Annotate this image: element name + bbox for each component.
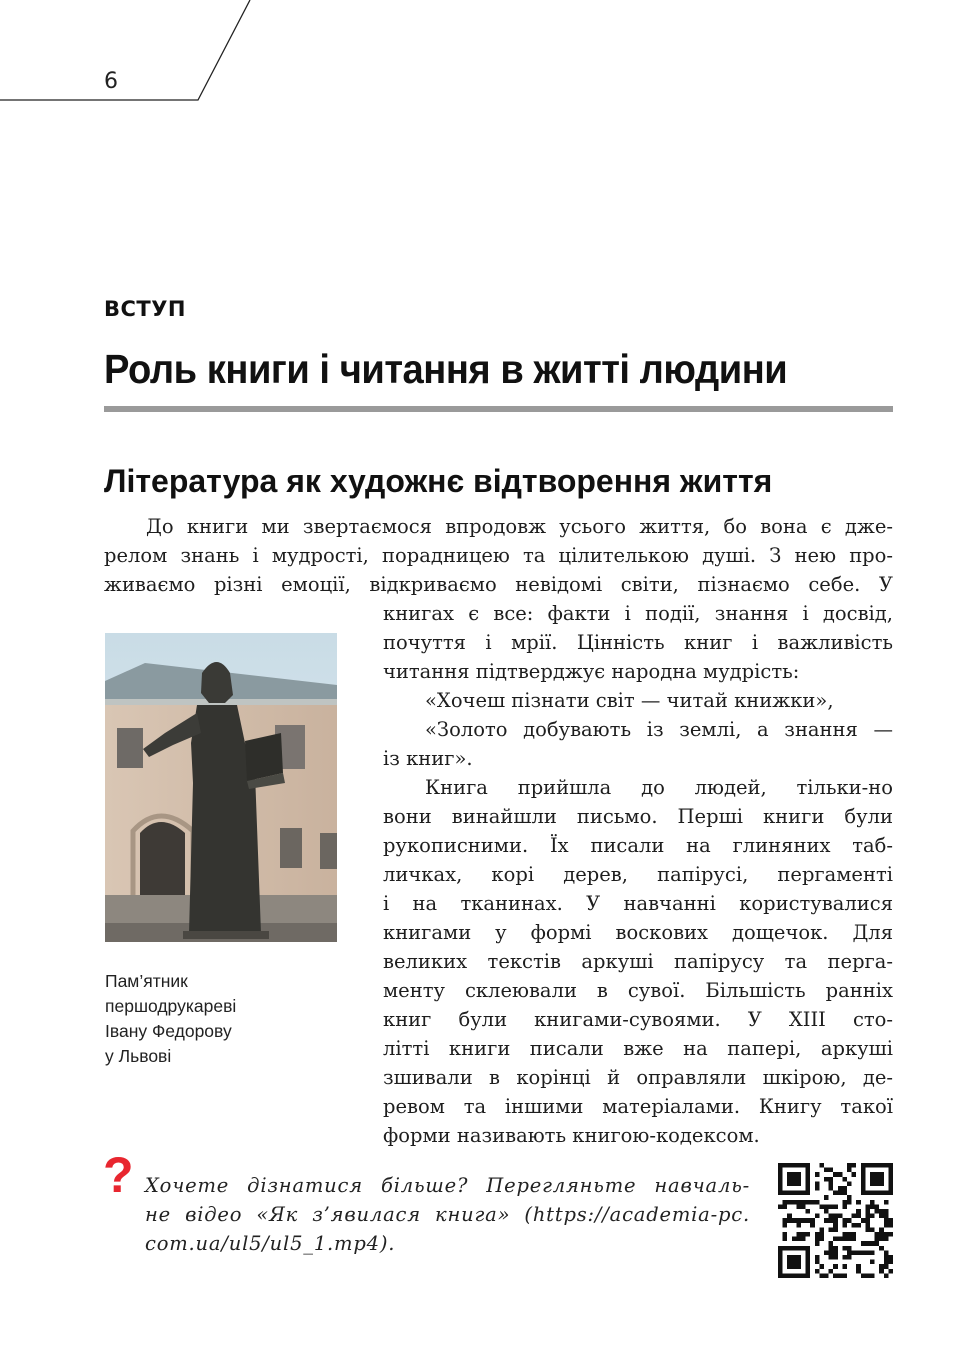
proverb-line: із книг». (383, 747, 473, 770)
text-line: книгах є все: факти і події, знання і досвід, (383, 602, 893, 625)
caption-line: Івану Федорову (105, 1021, 232, 1041)
intro-paragraph (104, 512, 893, 599)
text-line: менту склеювали в сувої. Більшість ранніх (383, 979, 893, 1002)
text-line: книгами у формі воскових дощечок. Для (383, 921, 893, 944)
caption-line: у Львові (105, 1046, 172, 1066)
text-line: живаємо різні емоції, відкриваємо невідомі світи, пізнаємо себе. У (104, 573, 893, 596)
text-line: ревом та іншими матеріалами. Книгу такої (383, 1095, 893, 1118)
text-line: читання підтверджує народна мудрість: (383, 660, 800, 683)
text-line: Книга прийшла до людей, тільки-но (425, 776, 893, 799)
main-text-column (383, 599, 893, 1150)
text-line: личках, корі дерев, папірусі, пергаменті (383, 863, 893, 886)
text-line: рукописними. Їх писали на глиняних таб- (383, 834, 893, 857)
note-line: Хочете дізнатися більше? Перегляньте навчаль- (145, 1174, 750, 1197)
caption-line: Пам’ятник (105, 971, 188, 991)
proverb-line: «Золото добувають із землі, а знання — (425, 718, 893, 741)
text-line: форми називають книгою-кодексом. (383, 1124, 760, 1147)
text-line: книг були книгами-сувоями. У XIII сто- (383, 1008, 893, 1031)
proverb-line: «Хочеш пізнати світ — читай книжки», (425, 689, 834, 712)
note-line[interactable]: не відео «Як з’явилася книга» (https://academia-pc. (145, 1203, 750, 1226)
note-line[interactable]: com.ua/ul5/ul5_1.mp4). (145, 1232, 396, 1255)
question-mark-icon: ? (103, 1147, 134, 1203)
text-line: вони винайшли письмо. Перші книги були (383, 805, 893, 828)
video-note (145, 1171, 750, 1258)
caption-line: першодрукареві (105, 996, 237, 1016)
text-line: і на тканинах. У навчанні користувалися (383, 892, 893, 915)
section-subtitle: Література як художнє відтворення життя (104, 463, 773, 499)
photo-caption (105, 969, 236, 1069)
title-rule (104, 406, 893, 412)
monument-photo (105, 633, 337, 942)
header-corner-line (0, 0, 260, 105)
text-line: зшивали в корінці й оправляли шкірою, де- (383, 1066, 893, 1089)
section-label: ВСТУП (104, 297, 187, 321)
text-line: літті книги писали вже на папері, аркуші (383, 1037, 893, 1060)
chapter-title: Роль книги і читання в житті людини (104, 346, 788, 392)
qr-code-icon[interactable] (778, 1163, 893, 1278)
text-line: почуття і мрії. Цінність книг і важливість (383, 631, 893, 654)
text-line: релом знань і мудрості, порадницею та цілителькою душі. З нею про- (104, 544, 893, 567)
page-number: 6 (104, 69, 118, 94)
text-line: До книги ми звертаємося впродовж усього життя, бо вона є дже- (146, 515, 893, 538)
text-line: великих текстів аркуші папірусу та перга- (383, 950, 893, 973)
